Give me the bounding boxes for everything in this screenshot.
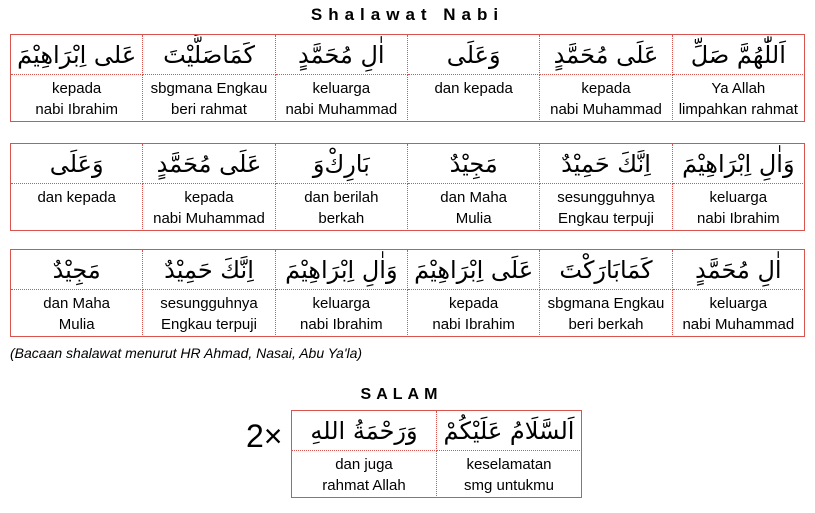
arabic-phrase-part: وَ xyxy=(312,149,325,178)
arabic-phrase: اٰلِ مُحَمَّدٍ xyxy=(276,35,408,75)
arabic-phrase: كَمَابَارَكْتَ xyxy=(540,250,672,290)
arabic-phrase: وَاٰلِ اِبْرَاهِيْمَ xyxy=(673,144,805,184)
translation-line: keluarga xyxy=(312,80,371,97)
translation-cell xyxy=(11,184,143,231)
arabic-phrase: عَلَى مُحَمَّدٍ xyxy=(143,144,275,184)
translation-line: limpahkan rahmat xyxy=(678,101,798,118)
translation-line: nabi Muhammad xyxy=(682,316,795,333)
arabic-phrase: وَاٰلِ اِبْرَاهِيْمَ xyxy=(276,250,408,290)
arabic-phrase: اَللّٰهُمَّ صَلِّ xyxy=(673,35,805,75)
translation-line: dan kepada xyxy=(37,189,116,206)
translation-line: keluarga xyxy=(709,295,768,312)
translation-cell xyxy=(143,290,275,337)
arabic-phrase: اَلسَّلَامُ عَلَيْكُمْ xyxy=(437,411,582,451)
translation-cell xyxy=(276,184,408,231)
arabic-phrase: عَلَى مُحَمَّدٍ xyxy=(540,35,672,75)
arabic-phrase: وَعَلَى xyxy=(11,144,143,184)
translation-line: Ya Allah xyxy=(711,80,766,97)
translation-line: dan Maha xyxy=(440,189,508,206)
repeat-count: 2× xyxy=(246,418,283,454)
translation-line: dan berilah xyxy=(304,189,379,206)
translation-line: Mulia xyxy=(58,316,95,333)
translation-line: sbgmana Engkau xyxy=(547,295,665,312)
translation-cell xyxy=(408,75,540,122)
translation-line: dan Maha xyxy=(43,295,111,312)
arabic-phrase: اٰلِ مُحَمَّدٍ xyxy=(673,250,805,290)
translation-cell xyxy=(540,75,672,122)
translation-cell xyxy=(11,75,143,122)
shalawat-row-3 xyxy=(10,249,805,337)
translation-line: nabi Ibrahim xyxy=(35,101,118,118)
translation-line: keluarga xyxy=(312,295,371,312)
translation-cell xyxy=(540,290,672,337)
arabic-phrase: اِنَّكَ حَمِيْدٌ xyxy=(540,144,672,184)
translation-line: sbgmana Engkau xyxy=(150,80,268,97)
translation-line: dan juga xyxy=(335,456,393,473)
translation-line: kepada xyxy=(52,80,102,97)
translation-line: dan kepada xyxy=(434,80,513,97)
translation-line: nabi Muhammad xyxy=(153,210,265,227)
translation-line: nabi Muhammad xyxy=(285,101,398,118)
translation-line: sesungguhnya xyxy=(557,189,655,206)
translation-line: beri berkah xyxy=(568,316,644,333)
translation-line: sesungguhnya xyxy=(160,295,258,312)
translation-cell xyxy=(673,184,805,231)
arabic-phrase: عَلى اِبْرَاهِيْمَ xyxy=(11,35,143,75)
translation-line: kepada xyxy=(184,189,234,206)
arabic-phrase xyxy=(276,144,408,184)
shalawat-row-1 xyxy=(10,34,805,122)
translation-line: smg untukmu xyxy=(463,477,555,494)
translation-line: nabi Ibrahim xyxy=(432,316,515,333)
translation-line: nabi Ibrahim xyxy=(697,210,780,227)
translation-cell xyxy=(408,290,540,337)
translation-line: Engkau terpuji xyxy=(161,316,257,333)
arabic-phrase: مَجِيْدٌ xyxy=(11,250,143,290)
salam-title: SALAM xyxy=(360,386,443,403)
salam-table xyxy=(291,410,582,498)
arabic-phrase: اِنَّكَ حَمِيْدٌ xyxy=(143,250,275,290)
arabic-phrase: وَعَلَى xyxy=(408,35,540,75)
translation-line: nabi Ibrahim xyxy=(300,316,383,333)
page-title: Shalawat Nabi xyxy=(310,5,505,24)
translation-cell xyxy=(673,290,805,337)
arabic-phrase: عَلَى اِبْرَاهِيْمَ xyxy=(408,250,540,290)
translation-line: nabi Muhammad xyxy=(550,101,662,118)
arabic-phrase: مَجِيْدٌ xyxy=(408,144,540,184)
translation-line: kepada xyxy=(581,80,631,97)
translation-cell xyxy=(408,184,540,231)
translation-cell xyxy=(11,290,143,337)
translation-cell xyxy=(673,75,805,122)
translation-line: Engkau terpuji xyxy=(558,210,654,227)
translation-cell xyxy=(143,184,275,231)
translation-cell xyxy=(276,290,408,337)
translation-cell xyxy=(143,75,275,122)
source-note: (Bacaan shalawat menurut HR Ahmad, Nasai, Abu Ya'la) xyxy=(10,345,363,361)
translation-line: Mulia xyxy=(455,210,492,227)
shalawat-row-2 xyxy=(10,143,805,231)
translation-cell xyxy=(276,75,408,122)
arabic-phrase-part: بَارِكْ xyxy=(324,149,370,178)
translation-cell xyxy=(292,451,437,498)
translation-line: beri rahmat xyxy=(171,101,247,118)
translation-line: rahmat Allah xyxy=(322,477,406,494)
translation-line: berkah xyxy=(318,210,365,227)
arabic-phrase: وَرَحْمَةُ اللهِ xyxy=(292,411,437,451)
translation-line: kepada xyxy=(449,295,499,312)
translation-line: keluarga xyxy=(709,189,768,206)
arabic-phrase: كَمَاصَلَّيْتَ xyxy=(143,35,275,75)
translation-cell xyxy=(437,451,582,498)
translation-cell xyxy=(540,184,672,231)
translation-line: keselamatan xyxy=(466,456,552,473)
